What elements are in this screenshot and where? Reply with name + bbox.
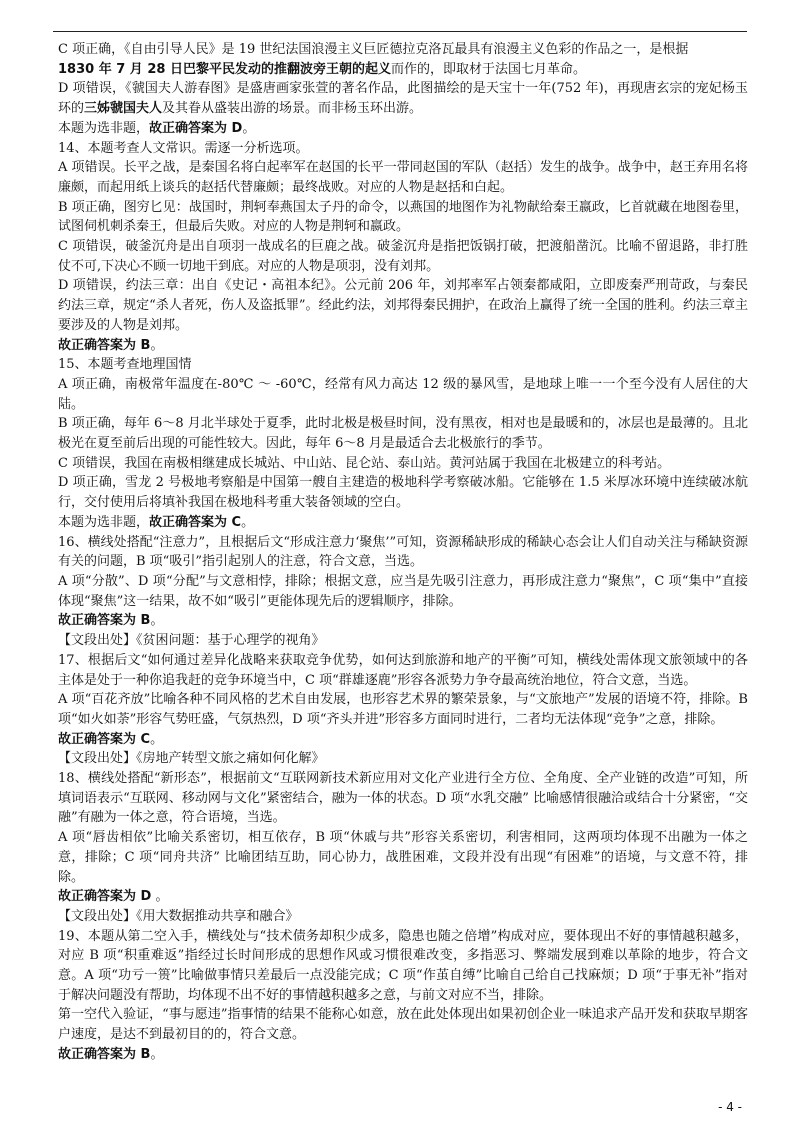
text-run: 【文段出处】《贫困问题：基于心理学的视角》	[58, 633, 325, 649]
bold-text: 故正确答案为 D	[58, 889, 152, 905]
paragraph	[58, 276, 748, 335]
text-run: A 项“唇齿相依”比喻关系密切，相互依存，B 项“休戚与共”形容关系密切，利害相同，这两项均体现不出融为一体之意，排除；C 项“同舟共济” 比喻团结互助，同心协力，战胜困难，文段并没有出现“有困难”的语境，与文意不符，排除。	[58, 830, 748, 885]
text-run: D 项正确，雪龙 2 号极地考察船是中国第一艘自主建造的极地科学考察破冰船。它能够在 1.5 米厚冰环境中连续破冰航行，交付使用后将填补我国在极地科考重大装备领域的空白。	[58, 475, 748, 511]
bold-text: 故正确答案为 C	[58, 731, 151, 747]
text-run: 【文段出处】《房地产转型文旅之痛如何化解》	[58, 751, 325, 767]
text-run: 第一空代入验证，“事与愿违”指事情的结果不能称心如意，放在此处体现出如果初创企业一味追求产品开发和获取早期客户速度，是达不到最初目的的，符合文意。	[58, 1007, 748, 1043]
paragraph	[58, 887, 748, 907]
text-run: A 项错误。长平之战，是秦国名将白起率军在赵国的长平一带同赵国的军队（赵括）发生的战争。战争中，赵王弃用名将廉颇，而起用纸上谈兵的赵括代替廉颇；最终战败。对应的人物是赵括和白起。	[58, 160, 748, 195]
header-rule	[53, 31, 747, 32]
text-run: A 项“百花齐放”比喻各种不同风格的艺术自由发展，也形容艺术界的繁荣景象，与“文旅地产”发展的语境不符，排除。B 项“如火如荼”形容气势旺盛，气氛热烈，D 项“齐头并进”形容多方面同时进行，二者均无法体现“竞争”之意，排除。	[58, 692, 748, 727]
text-run: B 项正确，图穷匕见：战国时，荆轲奉燕国太子丹的命令，以燕国的地图作为礼物献给秦王嬴政，匕首就藏在地图卷里，试图伺机刺杀秦王，但最后失败。对应的人物是荆轲和嬴政。	[58, 199, 748, 235]
text-run: 。	[242, 120, 256, 136]
text-run: 。	[241, 514, 255, 530]
paragraph	[58, 572, 748, 611]
paragraph	[58, 651, 748, 690]
paragraph	[58, 198, 748, 237]
paragraph	[58, 139, 748, 159]
text-run: A 项正确，南极常年温度在-80℃ ～ -60℃，经常有风力高达 12 级的暴风雪，是地球上唯一一个至今没有人居住的大陆。	[58, 376, 748, 412]
bold-text: 故正确答案为 B	[58, 613, 151, 629]
bold-text: 故正确答案为 B	[58, 1046, 151, 1062]
bold-text: 三姊虢国夫人	[84, 101, 163, 117]
text-run: 。	[150, 613, 164, 629]
paragraph	[58, 414, 748, 453]
text-run: 16、横线处搭配“注意力”，且根据后文“形成注意力‘聚焦’”可知，资源稀缺形成的稀缺心态会让人们自动关注与稀缺资源有关的问题，B 项“吸引”指引起别人的注意，符合文意，当选。	[58, 534, 748, 570]
paragraph	[58, 158, 748, 197]
text-run: 15、本题考查地理国情	[58, 357, 192, 373]
text-run: D 项错误，《虢国夫人游春图》是盛唐画家张萱的著名作品，此图描绘的是天宝十一年(752 年)，再现唐玄宗的宠妃杨玉环的	[58, 81, 748, 117]
text-run: 14、本题考查人文常识。需逐一分析选项。	[58, 140, 309, 156]
paragraph	[58, 533, 748, 572]
bold-text: 故正确答案为 D	[149, 120, 243, 136]
paragraph	[58, 749, 748, 769]
paragraph	[58, 60, 748, 80]
paragraph	[58, 730, 748, 750]
paragraph	[58, 336, 748, 356]
text-run: 17、根据后文“如何通过差异化战略来获取竞争优势，如何达到旅游和地产的平衡”可知，横线处需体现文旅领域中的各主体是处于一种你追我赶的竞争环境当中，C 项“群雄逐鹿”形容各派势力争夺最高统治地位，符合文意，当选。	[58, 652, 748, 688]
text-run: 。	[151, 889, 169, 905]
paragraph	[58, 690, 748, 729]
text-run: 。	[150, 731, 164, 747]
paragraph	[58, 355, 748, 375]
paragraph	[58, 927, 748, 1006]
text-run: 19、本题从第二空入手，横线处与“技术债务却积少成多，隐患也随之倍增”构成对应，要体现出不好的事情越积越多，对应 B 项“积重难返”指经过长时间形成的思想作风或习惯很难改变，多指恶习、弊端发展到难以革除的地步，符合文意。A 项“功亏一篑”比喻做事情只差最后一点没能完成；C 项“作茧自缚”比喻自己给自己找麻烦；D 项“于事无补”指对于解决问题没有帮助，均体现不出不好的事情越积越多之意，与前文对应不当，排除。	[58, 928, 748, 1003]
text-run: C 项正确，《自由引导人民》是 19 世纪法国浪漫主义巨匠德拉克洛瓦最具有浪漫主义色彩的作品之一，是根据	[58, 42, 689, 57]
bold-text: 1830 年 7 月 28 日巴黎平民发动的推翻波旁王朝的起义	[58, 61, 391, 77]
paragraph	[58, 631, 748, 651]
text-run: D 项错误，约法三章：出自《史记・高祖本纪》。公元前 206 年，刘邦率军占领秦都咸阳，立即废秦严刑苛政，与秦民约法三章，规定“杀人者死，伤人及盗抵罪”。经此约法，刘邦得秦民拥护，在政治上赢得了统一全国的胜利。约法三章主要涉及的人物是刘邦。	[58, 278, 748, 333]
paragraph	[58, 119, 748, 139]
paragraph	[58, 769, 748, 828]
paragraph	[58, 237, 748, 276]
text-run: C 项错误，我国在南极相继建成长城站、中山站、昆仑站、泰山站。黄河站属于我国在北极建立的科考站。	[58, 455, 671, 471]
text-run: 18、横线处搭配“新形态”，根据前文“互联网新技术新应用对文化产业进行全方位、全角度、全产业链的改造”可知，所填词语表示“互联网、移动网与文化”紧密结合，融为一体的状态。D 项“水乳交融” 比喻感情很融洽或结合十分紧密，“交融”有融为一体之意，符合语境，当选。	[58, 771, 748, 826]
paragraph	[58, 375, 748, 414]
paragraph	[58, 473, 748, 512]
text-run: 。	[150, 1046, 164, 1062]
text-run: B 项正确，每年 6～8 月北半球处于夏季，此时北极是极昼时间，没有黑夜，相对也是最暖和的，冰层也是最薄的。且北极光在夏至前后出现的可能性较大。因此，每年 6～8 月是最适合去北极旅行的季节。	[58, 416, 748, 452]
paragraph	[58, 1045, 748, 1065]
document-body	[58, 40, 748, 1065]
paragraph	[58, 611, 748, 631]
paragraph	[58, 513, 748, 533]
text-run: 及其眷从盛装出游的场景。而非杨玉环出游。	[162, 101, 423, 117]
bold-text: 故正确答案为 C	[149, 514, 242, 530]
paragraph	[58, 907, 748, 927]
paragraph	[58, 828, 748, 887]
text-run: A 项“分散”、D 项“分配”与文意相悖，排除；根据文意，应当是先吸引注意力，再形成注意力“聚焦”，C 项“集中”直接体现“聚焦”这一结果，故不如“吸引”更能体现先后的逻辑顺序，排除。	[58, 573, 748, 609]
text-run: 。	[150, 337, 164, 353]
text-run: 本题为选非题，	[58, 120, 150, 136]
paragraph	[58, 454, 748, 474]
text-run: 而作的，即取材于法国七月革命。	[390, 61, 586, 77]
text-run: C 项错误，破釜沉舟是出自项羽一战成名的巨鹿之战。破釜沉舟是指把饭锅打破，把渡船凿沉。比喻不留退路，非打胜仗不可,下决心不顾一切地干到底。对应的人物是项羽，没有刘邦。	[58, 239, 748, 274]
text-run: 【文段出处】《用大数据推动共享和融合》	[58, 908, 299, 924]
bold-text: 故正确答案为 B	[58, 337, 151, 353]
paragraph	[58, 1005, 748, 1044]
text-run: 本题为选非题，	[58, 514, 150, 530]
page-number: - 4 -	[718, 1100, 742, 1114]
paragraph	[58, 79, 748, 118]
paragraph	[58, 40, 748, 60]
